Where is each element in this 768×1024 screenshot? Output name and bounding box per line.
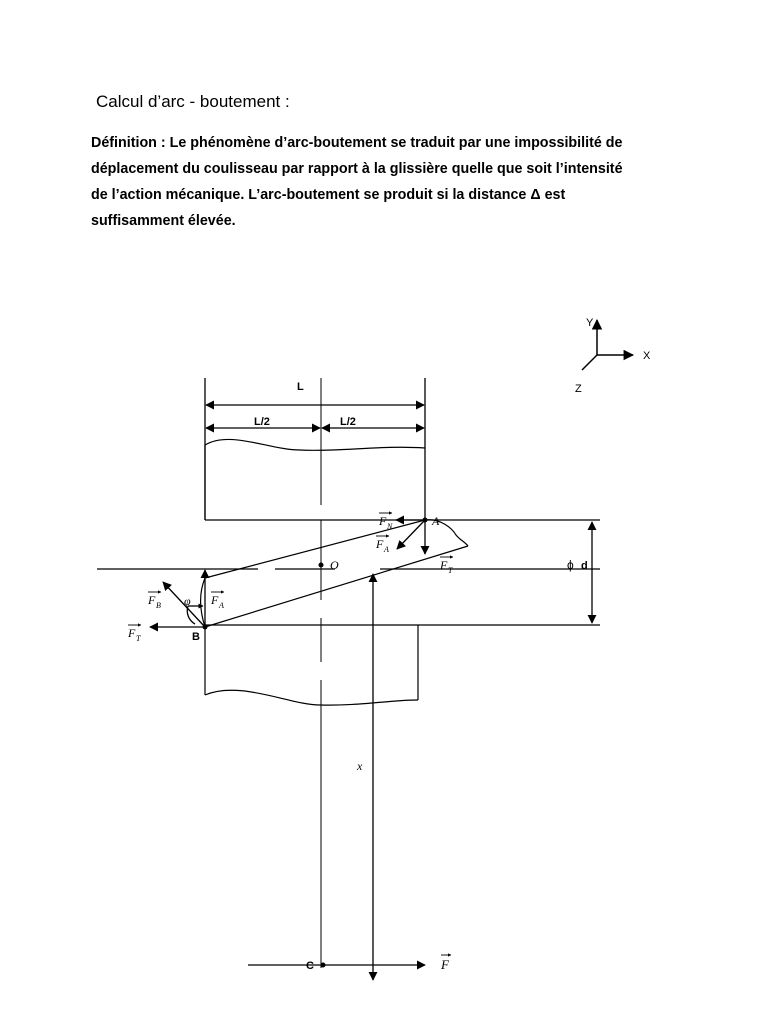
dimension-lines — [205, 378, 425, 520]
dimension-half-left-label: L/2 — [254, 416, 270, 428]
point-C — [321, 963, 326, 968]
force-FN-label: F — [379, 514, 387, 528]
slider-body — [205, 439, 425, 520]
angle-phi-label: φ — [184, 594, 191, 608]
diameter-symbol: ϕ — [567, 558, 574, 572]
force-FB-sub: B — [156, 601, 161, 610]
lower-body — [205, 625, 418, 705]
axis-z-label: Z — [575, 383, 582, 395]
definition-line-1: Le phénomène d’arc-boutement se traduit par une impossibilité de — [165, 135, 623, 151]
dimension-L-label: L — [297, 381, 304, 393]
rail-lines — [97, 520, 600, 700]
force-FB-label: F — [148, 593, 156, 607]
diameter-label: d — [581, 560, 588, 572]
force-FN-sub: N — [387, 522, 393, 531]
point-O — [319, 563, 324, 568]
definition-line-3: de l’action mécanique. L’arc-boutement se produit si la distance Δ est — [91, 187, 566, 203]
force-FT-sub-at-B: T — [136, 634, 141, 643]
definition-term: Définition : — [91, 135, 166, 151]
point-C-label: C — [306, 960, 314, 972]
force-F-label: F — [441, 957, 449, 972]
tilted-rod — [200, 520, 468, 627]
force-FT-sub-at-A: T — [448, 566, 453, 575]
dimension-half-right-label: L/2 — [340, 416, 356, 428]
page-title: Calcul d’arc - boutement : — [96, 92, 290, 111]
axis-y-label: Y — [586, 317, 594, 329]
point-B-label: B — [192, 631, 200, 643]
force-FT-label-at-B: F — [128, 626, 136, 640]
force-FA-sub-at-A: A — [384, 545, 389, 554]
point-A-label: A — [432, 514, 440, 528]
forces-at-A — [396, 520, 425, 554]
x-dimension-label: x — [357, 759, 363, 773]
force-FA-sub-at-B: A — [219, 601, 224, 610]
force-FT-label-at-A: F — [440, 558, 448, 572]
forces-at-B — [150, 570, 205, 627]
force-FA-label-at-B: F — [211, 593, 219, 607]
point-O-label: O — [330, 558, 339, 572]
axis-x-label: X — [643, 350, 651, 362]
force-FA-label-at-A: F — [376, 537, 384, 551]
definition-line-4: suffisamment élevée. — [91, 213, 236, 229]
definition-line-2: déplacement du coulisseau par rapport à la glissière quelle que soit l’intensité — [91, 161, 623, 177]
